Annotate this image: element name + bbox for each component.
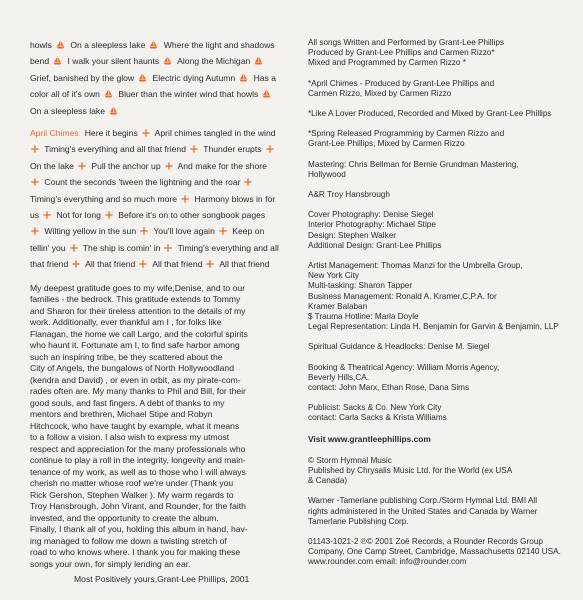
credit-line: Kramer Balaban xyxy=(308,301,368,311)
credit-block xyxy=(308,363,570,394)
credit-block xyxy=(308,79,570,99)
lyric-phrase: Timing's everything and all that friend xyxy=(44,144,186,155)
credit-line: Hollywood xyxy=(308,169,346,179)
gratitude-line: Finally, I thank all of you, holding this album in hand, hav- xyxy=(30,524,248,535)
credit-line: Design: Stephen Walker xyxy=(308,230,396,240)
star-ornament-icon xyxy=(266,145,274,153)
sailboat-icon xyxy=(239,73,248,82)
credit-line: Beverly Hills,CA. xyxy=(308,372,369,382)
sailboat-icon xyxy=(56,40,65,49)
lyric-phrase: I walk your silent haunts xyxy=(67,56,160,67)
lyric-phrase: Pull the anchor up xyxy=(91,160,161,171)
lyric-phrase: April chimes tangled in the wind xyxy=(154,128,276,139)
gratitude-line: such an inspiring tribe, be they scattered about the xyxy=(30,351,223,362)
star-ornament-icon xyxy=(142,129,150,137)
star-ornament-icon xyxy=(206,260,214,268)
gratitude-line: Troy Hansbrough, John Virant, and Rounder, for the faith xyxy=(30,501,246,512)
lyric-phrase: All that friend xyxy=(85,259,136,270)
star-ornament-icon xyxy=(31,227,39,235)
gratitude-line: Hitchcock, who have taught by example, what it means xyxy=(30,420,240,431)
lyric-phrase: Bluer than the winter wind that howls xyxy=(118,89,259,100)
sailboat-icon xyxy=(53,56,62,65)
star-ornament-icon xyxy=(139,260,147,268)
credit-line: Tamerlane Publishing Corp. xyxy=(308,516,409,526)
credit-line: Additional Design: Grant-Lee Phillips xyxy=(308,240,442,250)
sailboat-icon xyxy=(254,56,263,65)
star-ornament-icon xyxy=(165,162,173,170)
lyric-phrase: Harmony blows in for us xyxy=(30,193,276,221)
gratitude-line: invested, and the opportunity to create the album. xyxy=(30,512,219,523)
star-ornament-icon xyxy=(105,211,113,219)
credit-line: rights administered in the United States and Canada by Warner xyxy=(308,506,538,516)
credit-line: Publicist: Sacks & Co. New York City xyxy=(308,403,442,413)
credits xyxy=(308,38,570,424)
credit-line: Mastering: Chris Bellman for Bernie Grundman Mastering, xyxy=(308,159,519,169)
credit-line: *Like A Lover Produced, Recorded and Mixed by Grant-Lee Phillips xyxy=(308,109,552,119)
lyric-phrase: Where the light and shadows bend xyxy=(30,40,275,67)
gratitude-line: work. Additionally, ever thankful am I , for folks like xyxy=(30,317,222,328)
song-title-april-chimes: April Chimes xyxy=(30,128,79,139)
credit-block xyxy=(308,210,570,251)
lyric-phrase: Before it's on to other songbook pages xyxy=(118,210,266,221)
star-ornament-icon xyxy=(219,227,227,235)
credit-line: New York City xyxy=(308,271,359,281)
sailboat-icon xyxy=(104,89,113,98)
lyric-phrase: Wilting yellow in the sun xyxy=(44,226,137,237)
lyrics-verse xyxy=(30,37,280,119)
lyric-phrase: Count the seconds 'tween the lightning and the roar xyxy=(44,177,241,188)
star-ornament-icon xyxy=(78,162,86,170)
lyric-phrase: On a sleepless lake xyxy=(30,105,105,116)
sailboat-icon xyxy=(149,40,158,49)
credit-block xyxy=(308,109,570,119)
lyric-phrase: Thunder erupts xyxy=(203,144,262,155)
lyric-phrase: Keep on tellin' you xyxy=(30,226,265,253)
credit-block xyxy=(308,190,570,200)
credit-line: *April Chimes - Produced by Grant-Lee Phillips and xyxy=(308,78,495,88)
credit-line: $ Trauma Hotline: Marla Doyle xyxy=(308,312,419,322)
gratitude-line: City of Angels, the bungalows of North Hollywoodland xyxy=(30,363,234,374)
gratitude-line: My deepest gratitude goes to my wife,Denise, and to our xyxy=(30,282,245,293)
lyric-phrase: Has a color all of it's own xyxy=(30,72,277,100)
star-ornament-icon xyxy=(31,145,39,153)
credit-block xyxy=(308,160,570,180)
lyric-phrase: Here it begins xyxy=(84,128,138,139)
credit-block xyxy=(308,403,570,423)
lyric-phrase: All that friend xyxy=(219,259,270,270)
credit-line: Business Management: Ronald A. Kramer,C.P.A. for xyxy=(308,291,497,301)
gratitude-line: continue to play a roll in the integrity, longevity and main- xyxy=(30,455,246,466)
gratitude-text xyxy=(30,283,280,586)
sailboat-icon xyxy=(109,106,118,115)
credit-line: Artist Management: Thomas Manzi for the Umbrella Group, xyxy=(308,261,523,271)
lyric-phrase: All that friend xyxy=(152,259,203,270)
star-ornament-icon xyxy=(164,244,172,252)
gratitude-line: road to who knows where. I thank you for making these xyxy=(30,547,241,558)
website-link[interactable]: Visit www.grantleephillips.com xyxy=(308,433,431,444)
gratitude-line: ing managed to follow me down a twisting stretch of xyxy=(30,535,227,546)
gratitude-line: mentors and brethren, Michael Stipe and Robyn xyxy=(30,409,213,420)
credit-line: contact: Carla Sacks & Krista Williams xyxy=(308,413,447,423)
gratitude-line: songs your own, for simply lending an ear. xyxy=(30,558,191,569)
publishing-credits xyxy=(308,456,570,568)
credit-line: & Canada) xyxy=(308,476,348,486)
credit-line: Grant-Lee Phillips, Mixed by Carmen Rizzo xyxy=(308,139,465,149)
lyric-phrase: The ship is comin' in xyxy=(82,242,161,253)
credit-line: Spiritual Guidance & Headlocks: Denise M. Siegel xyxy=(308,342,490,352)
credit-block xyxy=(308,38,570,69)
credit-block xyxy=(308,456,570,487)
star-ornament-icon xyxy=(181,195,189,203)
left-column xyxy=(30,37,280,586)
credit-line: Interior Photography: Michael Stipe xyxy=(308,220,436,230)
credit-line: Booking & Theatrical Agency: William Morris Agency, xyxy=(308,362,500,372)
lyric-phrase: And make for the shore xyxy=(177,160,267,171)
credit-block xyxy=(308,537,570,568)
lyric-phrase: howls xyxy=(30,40,52,50)
credit-line: www.rounder.com email: info@rounder.com xyxy=(308,557,467,567)
lyric-phrase: Timing's everything and all that friend xyxy=(30,242,279,270)
gratitude-line: tenance of my work, as well as to those who I will always xyxy=(30,466,246,477)
lyrics-april-chimes xyxy=(30,125,280,273)
credit-line: Carmen Rizzo, Mixed by Carmen Rizzo xyxy=(308,88,452,98)
lyric-phrase: Electric dying Autumn xyxy=(152,72,236,83)
star-ornament-icon xyxy=(43,211,51,219)
gratitude-line: Rick Gershon, Stephen Walker ). My warm regards to xyxy=(30,489,234,500)
star-ornament-icon xyxy=(72,260,80,268)
gratitude-line: rades often are. My many thanks to Phil and Bill, for their xyxy=(30,386,246,397)
credit-block xyxy=(308,342,570,352)
lyric-phrase: On the lake xyxy=(30,160,74,171)
lyric-phrase: Grief, banished by the glow xyxy=(30,72,135,83)
credit-line: Produced by Grant-Lee Phillips and Carmen Rizzo* xyxy=(308,48,495,58)
credit-line: 01143-1021-2 ℗© 2001 Zoë Records, a Rounder Records Group xyxy=(308,536,543,546)
credit-line: Company, One Camp Street, Cambridge, Massachusetts 02140 USA. xyxy=(308,547,561,557)
credit-line: A&R Troy Hansbrough xyxy=(308,190,390,200)
gratitude-line: cherish no matter whose roof we're under (Thank you xyxy=(30,478,234,489)
credit-line: Warner -Tamerlane publishing Corp./Storm Hymnal Ltd. BMI All xyxy=(308,496,538,506)
gratitude-line: families - the bedrock. This gratitude extends to Tommy xyxy=(30,294,241,305)
star-ornament-icon xyxy=(31,178,39,186)
lyric-phrase: You'll love again xyxy=(153,226,215,237)
credit-line: Legal Representation: Linda H. Benjamin for Garvin & Benjamin, LLP xyxy=(308,322,559,332)
star-ornament-icon xyxy=(244,178,252,186)
lyric-phrase: Timing's everything and so much more xyxy=(30,193,177,204)
star-ornament-icon xyxy=(70,244,78,252)
star-ornament-icon xyxy=(190,145,198,153)
gratitude-line: Flanagan, the home we call Largo, and the colorful spirits xyxy=(30,328,248,339)
credit-line: contact: John Marx, Ethan Rose, Dana Sims xyxy=(308,383,470,393)
lyric-phrase: On a sleepless lake xyxy=(70,40,146,50)
gratitude-line: to a follow a vision. I also wish to express my utmost xyxy=(30,432,230,443)
credit-line: Published by Chrysalis Music Ltd. for the World (ex USA xyxy=(308,465,513,475)
credit-block xyxy=(308,496,570,527)
gratitude-line: who haunt it. Fortunate am I, to find safe harbor among xyxy=(30,340,240,351)
credit-line: All songs Written and Performed by Grant-Lee Phillips xyxy=(308,38,504,47)
credit-line: Multi-tasking: Sharon Tapper xyxy=(308,281,413,291)
sailboat-icon xyxy=(163,56,172,65)
right-column xyxy=(308,38,570,578)
credit-line: © Storm Hymnal Music xyxy=(308,455,392,465)
credit-line: Cover Photography: Denise Siegel xyxy=(308,210,434,220)
lyric-phrase: Not for long xyxy=(56,210,101,221)
credit-line: Mixed and Programmed by Carmen Rizzo * xyxy=(308,58,466,68)
gratitude-line: and Sharon for their tireless attention to the details of my xyxy=(30,305,246,316)
gratitude-line: good souls, and fast fingers. A debt of thanks to my xyxy=(30,397,225,408)
credit-block xyxy=(308,129,570,149)
credit-block xyxy=(308,261,570,332)
sailboat-icon xyxy=(138,73,147,82)
gratitude-line: (kendra and David) , or even in orbit, as my pirate-com- xyxy=(30,374,241,385)
sailboat-icon xyxy=(262,89,271,98)
signature: Most Positively yours,Grant-Lee Phillips, 2001 xyxy=(74,574,250,585)
credit-line: *Spring Released Programming by Carmen Rizzo and xyxy=(308,129,505,139)
star-ornament-icon xyxy=(140,227,148,235)
gratitude-line: respect and appreciation for the many professionals who xyxy=(30,443,246,454)
lyric-phrase: Along the Michigan xyxy=(177,56,251,67)
